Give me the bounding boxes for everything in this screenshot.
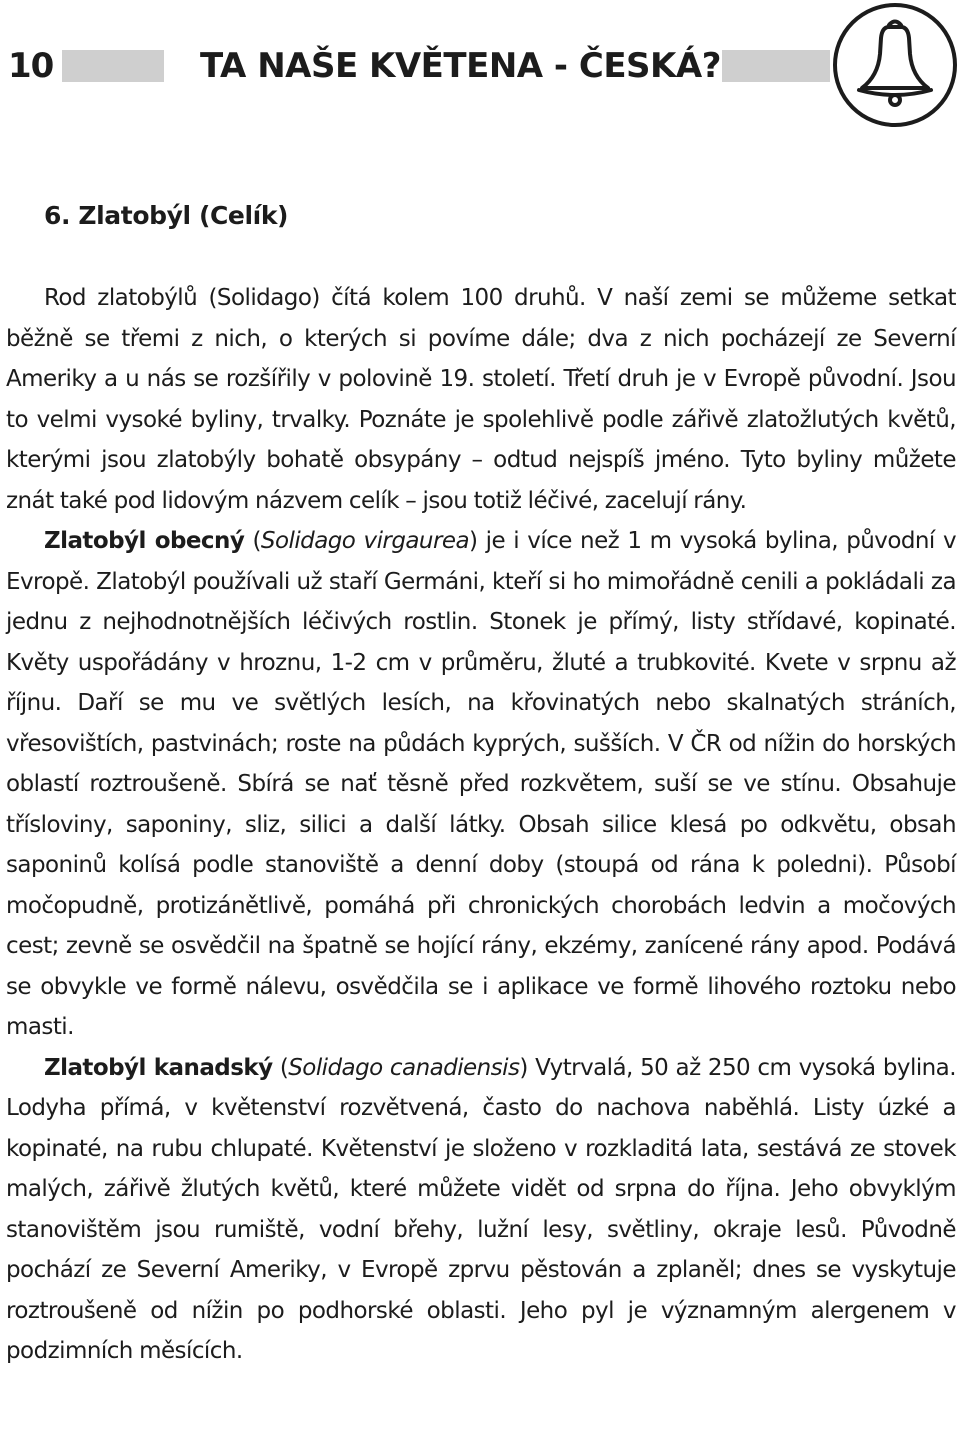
page-header xyxy=(0,0,960,120)
paren-open: ( xyxy=(244,528,261,554)
bell-icon xyxy=(832,2,958,128)
latin-name: Solidago virgaurea xyxy=(260,528,469,554)
page-number: 10 xyxy=(8,46,54,86)
section-heading: 6. Zlatobýl (Celík) xyxy=(44,201,289,230)
species-name: Zlatobýl kanadský xyxy=(44,1054,273,1081)
paragraph-intro: Rod zlatobýlů (Solidago) čítá kolem 100 druhů. V naší zemi se můžeme setkat běžně se třemi z nich, o kterých si povíme dále; dva z nich pocházejí ze Severní Ameriky a u nás se rozšířily v polovině 19. století. Třetí druh je v Evropě původní. Jsou to velmi vysoké byliny, trvalky. Poznáte je spolehlivě podle zářivě zlatožlutých květů, kterými jsou zlatobýly bohatě obsypány – odtud nejspíš jméno. Tyto byliny můžete znát také pod lidovým názvem celík – jsou totiž léčivé, zacelují rány. xyxy=(6,285,956,514)
paren-open: ( xyxy=(272,1054,289,1081)
species-name: Zlatobýl obecný xyxy=(44,528,245,554)
header-bar-right xyxy=(722,50,830,82)
paragraph-text: ) je i více než 1 m vysoká bylina, původní v Evropě. Zlatobýl používali už staří Germáni, kteří si ho mimořádně cenili a pokládali za jednu z nejhodnotnějších léčivých rostlin. Stonek je přímý, listy střídavé, kopinaté. Květy uspořádány v hroznu, 1-2 cm v průměru, žluté a trubkovité. Kvete v srpnu až říjnu. Daří se mu ve světlých lesích, na křovinatých nebo skalnatých stráních, vřesovištích, pastvinách; roste na půdách kyprých, sušších. V ČR od nížin do horských oblastí roztroušeně. Sbírá se nať těsně před rozkvětem, suší se ve stínu. Obsahuje třísloviny, saponiny, sliz, silici a další látky. Obsah silice klesá po odkvětu, obsah saponinů kolísá podle stanoviště a denní doby (stoupá od rána k poledni). Působí močopudně, protizánětlivě, pomáhá při chronických chorobách ledvin a močových cest; zevně se osvědčil na špatně se hojící rány, ekzémy, zanícené rány apod. Podává se obvykle ve formě nálevu, osvědčila se i aplikace ve formě lihového roztoku nebo masti. xyxy=(6,528,957,1040)
paragraph-solidago-canadiensis xyxy=(6,1048,956,1372)
paragraph-text: ) Vytrvalá, 50 až 250 cm vysoká bylina. Lodyha přímá, v květenství rozvětvená, často do nachova naběhlá. Listy úzké a kopinaté, na rubu chlupaté. Květenství je složeno v rozkladitá lata, sestává ze stovek malých, zářivě žlutých květů, které můžete vidět od srpna do října. Jeho obvyklým stanovištěm jsou rumiště, vodní břehy, lužní lesy, světliny, okraje lesů. Původně pochází ze Severní Ameriky, v Evropě zprvu pěstován a zplaněl; dnes se vyskytuje roztroušeně od nížin po podhorské oblasti. Jeho pyl je významným alergenem v podzimních měsících. xyxy=(6,1054,956,1364)
latin-name: Solidago canadiensis xyxy=(288,1054,520,1081)
header-bar-left xyxy=(62,50,164,82)
page-title: TA NAŠE KVĚTENA - ČESKÁ? xyxy=(200,46,721,86)
paragraph-solidago-virgaurea xyxy=(6,521,956,1048)
article-body xyxy=(6,278,956,1372)
